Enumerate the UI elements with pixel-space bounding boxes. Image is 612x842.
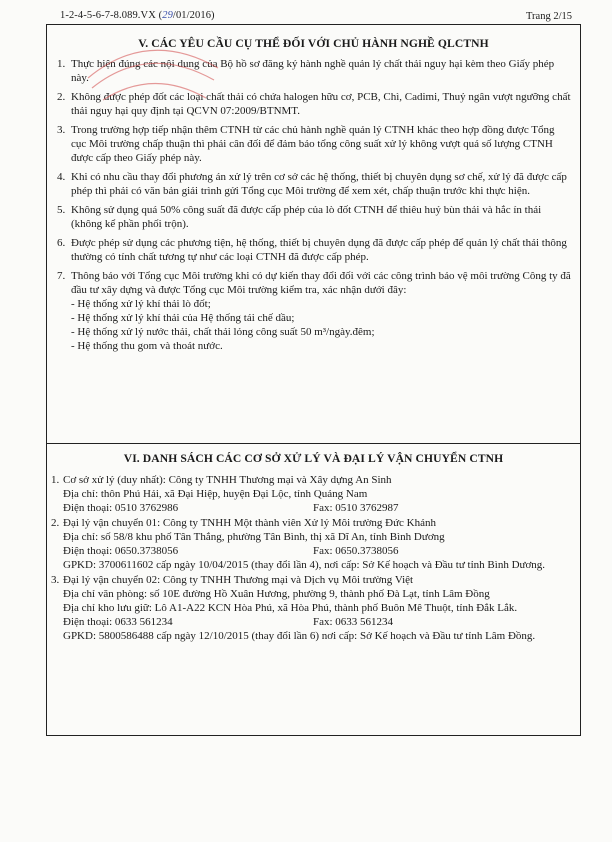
sub-item: - Hệ thống xử lý nước thải, chất thải lỏng công suất 50 m³/ngày.đêm; xyxy=(71,326,375,338)
sub-item: - Hệ thống xử lý khí thải lò đốt; xyxy=(71,298,211,310)
ref-handwritten-day: 29 xyxy=(162,10,173,21)
list-item xyxy=(57,269,572,353)
agent-fax: Fax: 0650.3738056 xyxy=(313,545,399,557)
content-frame xyxy=(46,24,581,736)
agent-entry-3 xyxy=(51,573,574,643)
section-divider xyxy=(47,443,580,444)
list-item xyxy=(57,203,572,231)
item-text: Trong trường hợp tiếp nhận thêm CTNH từ các chủ hành nghề quản lý CTNH khác theo hợp đồng được Tổng cục Môi trường chấp thuận thì phải cân đối để đảm bảo tổng công suất xử lý không vượt quá số lượng CTNH được cấp theo Giấy phép này. xyxy=(71,124,555,164)
item-text: Thông báo với Tổng cục Môi trường khi có dự kiến thay đổi đối với các công trình bảo vệ môi trường Công ty đã đầu tư xây dựng và được Tổng cục Môi trường kiểm tra, xác nhận dưới đây: xyxy=(71,270,571,296)
list-item xyxy=(57,90,572,118)
item-text: Khi có nhu cầu thay đổi phương án xử lý trên cơ sở các hệ thống, thiết bị chuyên dụng sơ chế, xử lý đã được cấp phép thì phải có văn bản giải trình gửi Tổng cục Môi trường để xem xét, chấp thuận trước khi thực hiện. xyxy=(71,171,567,197)
contact-row xyxy=(63,501,574,515)
sub-item: - Hệ thống xử lý khí thải của Hệ thống tái chế dầu; xyxy=(71,312,295,324)
section-v-list xyxy=(57,57,572,358)
agent-name: Cơ sở xử lý (duy nhất): Công ty TNHH Thương mại và Xây dựng An Sinh xyxy=(63,474,392,486)
agent-entry-2 xyxy=(51,516,574,572)
ref-code-prefix: 1-2-4-5-6-7-8.089.VX ( xyxy=(60,10,163,21)
sub-item: - Hệ thống thu gom và thoát nước. xyxy=(71,340,223,352)
agent-address: Địa chỉ: thôn Phú Hải, xã Đại Hiệp, huyện Đại Lộc, tỉnh Quảng Nam xyxy=(63,488,368,500)
list-item xyxy=(57,236,572,264)
item-text: Được phép sử dụng các phương tiện, hệ thống, thiết bị chuyên dụng đã được cấp phép để quản lý chất thải thông thường có tính chất tương tự như các loại CTNH đã được cấp phép. xyxy=(71,237,567,263)
agent-name: Đại lý vận chuyển 01: Công ty TNHH Một thành viên Xử lý Môi trường Đức Khánh xyxy=(63,517,437,529)
agent-number: 3. xyxy=(51,574,60,586)
item-number: 3. xyxy=(57,124,66,136)
contact-row xyxy=(63,615,574,629)
item-number: 6. xyxy=(57,237,66,249)
agent-entry-1 xyxy=(51,473,574,515)
agent-name: Đại lý vận chuyển 02: Công ty TNHH Thương mại và Dịch vụ Môi trường Việt xyxy=(63,574,414,586)
section-vi-title: VI. DANH SÁCH CÁC CƠ SỞ XỬ LÝ VÀ ĐẠI LÝ VẬN CHUYỂN CTNH xyxy=(123,452,504,465)
agent-license: GPKD: 5800586488 cấp ngày 12/10/2015 (thay đổi lần 6) nơi cấp: Sở Kế hoạch và Đầu tư tỉnh Lâm Đồng. xyxy=(63,630,536,642)
agent-address: Địa chỉ: số 58/8 khu phố Tân Thắng, phường Tân Bình, thị xã Dĩ An, tỉnh Bình Dương xyxy=(63,531,445,543)
agent-fax: Fax: 0633 561234 xyxy=(313,616,394,628)
item-number: 5. xyxy=(57,204,66,216)
item-text: Không được phép đốt các loại chất thải có chứa halogen hữu cơ, PCB, Chì, Cadimi, Thuỷ ngân vượt ngưỡng chất thải nguy hại quy định tại QCVN 07:2009/BTNMT. xyxy=(71,91,571,117)
agent-number: 2. xyxy=(51,517,60,529)
agent-phone: Điện thoại: 0633 561234 xyxy=(63,616,173,628)
agents-list xyxy=(51,473,574,644)
item-number: 1. xyxy=(57,58,66,70)
item-number: 4. xyxy=(57,171,66,183)
agent-phone: Điện thoại: 0510 3762986 xyxy=(63,502,179,514)
ref-code-suffix: /01/2016) xyxy=(172,10,215,21)
agent-office-address: Địa chỉ văn phòng: số 10E đường Hồ Xuân Hương, phường 9, thành phố Đà Lạt, tỉnh Lâm Đồng xyxy=(63,588,490,600)
page-number: Trang 2/15 xyxy=(526,11,572,22)
agent-number: 1. xyxy=(51,474,60,486)
item-text: Thực hiện đúng các nội dung của Bộ hồ sơ đăng ký hành nghề quản lý chất thải nguy hại kèm theo Giấy phép này. xyxy=(71,58,555,84)
item-number: 7. xyxy=(57,270,66,282)
list-item xyxy=(57,123,572,165)
agent-phone: Điện thoại: 0650.3738056 xyxy=(63,545,179,557)
list-item xyxy=(57,170,572,198)
item-number: 2. xyxy=(57,91,66,103)
item-text: Không sử dụng quá 50% công suất đã được cấp phép của lò đốt CTNH để thiêu huỷ bùn thải và hắc ín thải (không kể phần phối trộn). xyxy=(71,204,542,230)
contact-row xyxy=(63,544,574,558)
agent-license: GPKD: 3700611602 cấp ngày 10/04/2015 (thay đổi lần 4), nơi cấp: Sở Kế hoạch và Đầu tư tỉnh Bình Dương. xyxy=(63,559,546,571)
agent-warehouse-address: Địa chỉ kho lưu giữ: Lô A1-A22 KCN Hòa Phú, xã Hòa Phú, thành phố Buôn Mê Thuột, tỉnh Đắk Lắk. xyxy=(63,602,518,614)
reference-code xyxy=(60,10,215,21)
list-item xyxy=(57,57,572,85)
section-v-title: V. CÁC YÊU CẦU CỤ THỂ ĐỐI VỚI CHỦ HÀNH NGHỀ QLCTNH xyxy=(138,37,489,50)
agent-fax: Fax: 0510 3762987 xyxy=(313,502,399,514)
